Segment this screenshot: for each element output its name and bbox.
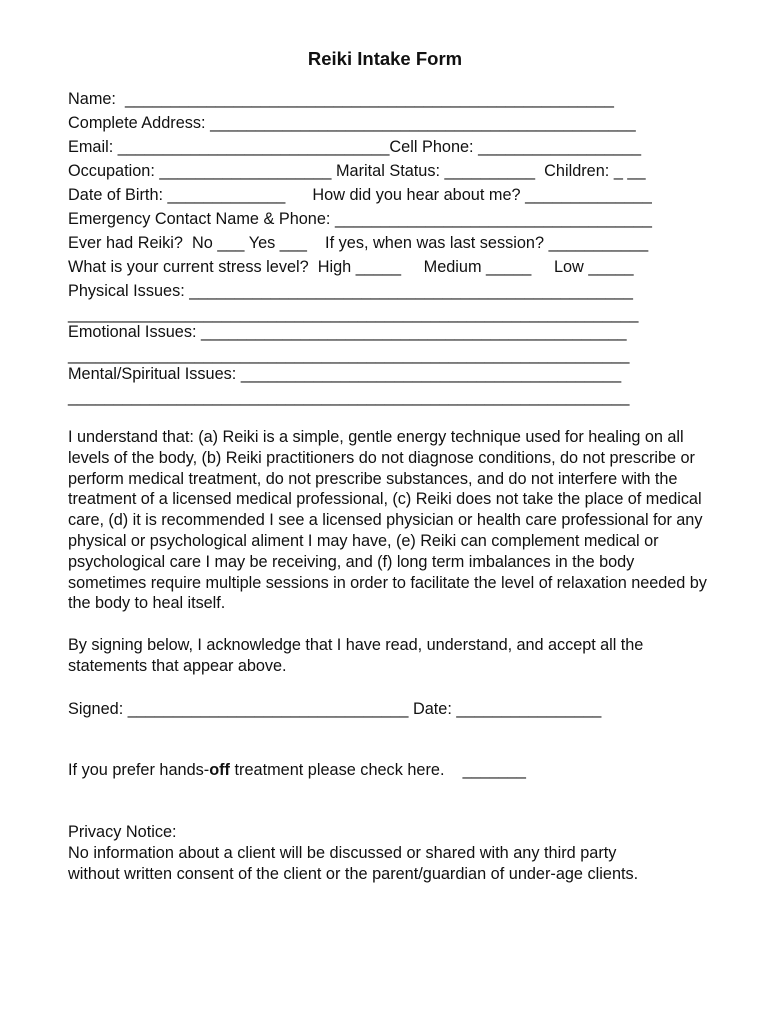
mental-spiritual-issues-line[interactable]: Mental/Spiritual Issues: __________________________________________ [68, 365, 622, 383]
understanding-paragraph: I understand that: (a) Reiki is a simple, gentle energy technique used for healing on all levels of the body, (b) Reiki practitioners do not diagnose conditions, do not prescribe or perform medical treatment, do not prescribe substances, and do not interfere with the treatment of a licensed medical professional, (c) Reiki does not take the place of medical care, (d) it is recommended I see a licensed physician or health care professional for any physical or psychological aliment I may have, (e) Reiki can complement medical or psychological care I may be receiving, and (f) long term imbalances in the body sometimes require multiple sessions in order to facilitate the level of relaxation needed by the body to heal itself. [68, 428, 707, 613]
email-phone-field-line[interactable]: Email: ______________________________Cell Phone: __________________ [68, 138, 642, 156]
signature-date-line[interactable]: Signed: _______________________________ Date: ________________ [68, 700, 602, 718]
privacy-notice-text-line-2: without written consent of the client or the parent/guardian of under-age clients. [68, 865, 639, 883]
stress-level-line[interactable]: What is your current stress level? High _____ Medium _____ Low _____ [68, 258, 634, 276]
name-field-line[interactable]: Name: ______________________________________________________ [68, 90, 614, 108]
emotional-issues-line[interactable]: Emotional Issues: _______________________________________________ [68, 323, 627, 341]
emotional-issues-continuation[interactable]: ______________________________________________________________ [68, 346, 630, 364]
hands-off-text-start: If you prefer hands- [68, 761, 210, 779]
reiki-history-line[interactable]: Ever had Reiki? No ___ Yes ___ If yes, when was last session? ___________ [68, 234, 649, 252]
mental-spiritual-continuation[interactable]: ______________________________________________________________ [68, 388, 630, 406]
hands-off-text-end: treatment please check here. _______ [229, 761, 526, 779]
birth-referral-line[interactable]: Date of Birth: _____________ How did you hear about me? ______________ [68, 186, 652, 204]
hands-off-bold-word: off [209, 761, 230, 779]
address-field-line[interactable]: Complete Address: _______________________________________________ [68, 114, 636, 132]
hands-off-checkbox-line[interactable] [68, 760, 526, 780]
occupation-status-children-line[interactable]: Occupation: ___________________ Marital Status: __________ Children: _ __ [68, 162, 646, 180]
emergency-contact-line[interactable]: Emergency Contact Name & Phone: ___________________________________ [68, 210, 652, 228]
privacy-notice-text-line-1: No information about a client will be discussed or shared with any third party [68, 844, 617, 862]
physical-issues-continuation[interactable]: _______________________________________________________________ [68, 305, 639, 323]
acknowledgement-paragraph: By signing below, I acknowledge that I have read, understand, and accept all the statements that appear above. [68, 636, 644, 675]
privacy-notice-heading: Privacy Notice: [68, 823, 177, 841]
form-title: Reiki Intake Form [307, 48, 463, 69]
physical-issues-line[interactable]: Physical Issues: _________________________________________________ [68, 282, 633, 300]
